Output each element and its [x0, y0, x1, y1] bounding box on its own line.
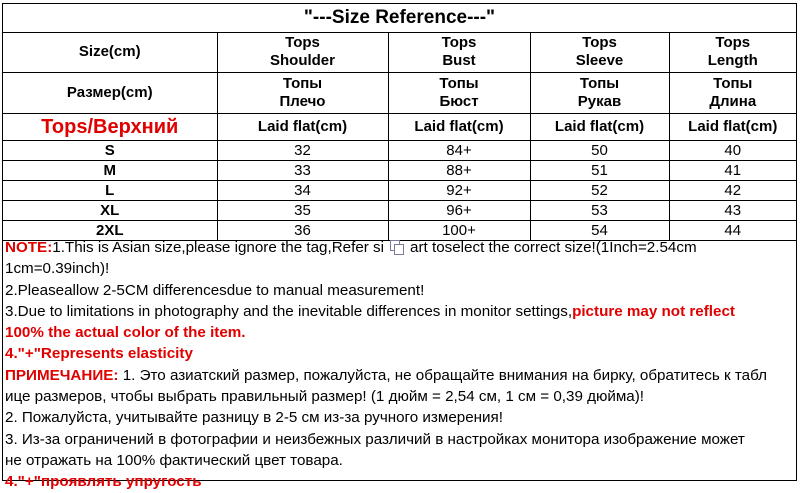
shoulder-value: 35 — [217, 201, 388, 221]
size-reference-sheet — [2, 3, 797, 491]
bust-value: 84+ — [388, 141, 530, 161]
table-row — [3, 161, 796, 181]
ru-note-4: 4."+"проявлять упругость — [5, 473, 202, 491]
ru-note-3-cont: не отражать на 100% фактический цвет товара. — [5, 451, 343, 469]
shoulder-value: 36 — [217, 221, 388, 241]
tops-label: Tops/Верхний — [3, 114, 217, 141]
note-1: NOTE:1.This is Asian size,please ignore the tag,Refer si art toselect the correct size!(1Inch=2.54cm — [5, 239, 697, 256]
table-row — [3, 141, 796, 161]
length-value: 40 — [669, 141, 796, 161]
bust-value: 100+ — [388, 221, 530, 241]
bust-value: 96+ — [388, 201, 530, 221]
header-ru-shoulder: Топы Плечо — [217, 73, 388, 114]
header-ru-sleeve: Топы Рукав — [530, 73, 669, 114]
table-row — [3, 181, 796, 201]
notes-section — [3, 237, 796, 493]
size-label: 2XL — [3, 221, 217, 241]
header-bust: Tops Bust — [388, 32, 530, 73]
copy-icon[interactable] — [390, 240, 404, 254]
shoulder-value: 34 — [217, 181, 388, 201]
ru-note-3: 3. Из-за ограничений в фотографии и неизбежных различий в настройках монитора изображение может — [5, 430, 745, 448]
laid-flat-row — [3, 114, 796, 141]
laid-flat-cell: Laid flat(cm) — [669, 114, 796, 141]
laid-flat-cell: Laid flat(cm) — [217, 114, 388, 141]
header-length: Tops Length — [669, 32, 796, 73]
laid-flat-cell: Laid flat(cm) — [388, 114, 530, 141]
header-label-en: Size(cm) — [3, 32, 217, 73]
length-value: 44 — [669, 221, 796, 241]
size-label: M — [3, 161, 217, 181]
sleeve-value: 52 — [530, 181, 669, 201]
bust-value: 88+ — [388, 161, 530, 181]
header-row-ru — [3, 73, 796, 114]
length-value: 42 — [669, 181, 796, 201]
shoulder-value: 32 — [217, 141, 388, 161]
note-3-cont: 100% the actual color of the item. — [5, 324, 246, 342]
size-label: L — [3, 181, 217, 201]
ru-note-2: 2. Пожалуйста, учитывайте разницу в 2-5 см из-за ручного измерения! — [5, 409, 503, 427]
size-label: S — [3, 141, 217, 161]
note-3: 3.Due to limitations in photography and the inevitable differences in monitor settings,picture may not reflect — [5, 302, 735, 320]
bust-value: 92+ — [388, 181, 530, 201]
size-table — [3, 32, 796, 241]
sleeve-value: 51 — [530, 161, 669, 181]
header-row-en — [3, 32, 796, 73]
sleeve-value: 53 — [530, 201, 669, 221]
ru-note-1: ПРИМЕЧАНИЕ: 1. Это азиатский размер, пожалуйста, не обращайте внимания на бирку, обратитесь к табл — [5, 366, 767, 384]
ru-note-1-cont: ице размеров, чтобы выбрать правильный размер! (1 дюйм = 2,54 см, 1 см = 0,39 дюйма)! — [5, 388, 645, 406]
sleeve-value: 50 — [530, 141, 669, 161]
note-2: 2.Pleaseallow 2-5CM differencesdue to manual measurement! — [5, 281, 425, 299]
note-1-cont: 1cm=0.39inch)! — [5, 260, 110, 278]
size-label: XL — [3, 201, 217, 221]
sheet-title: "---Size Reference---" — [3, 4, 796, 33]
header-sleeve: Tops Sleeve — [530, 32, 669, 73]
laid-flat-cell: Laid flat(cm) — [530, 114, 669, 141]
length-value: 41 — [669, 161, 796, 181]
shoulder-value: 33 — [217, 161, 388, 181]
note-4: 4."+"Represents elasticity — [5, 345, 193, 363]
table-row — [3, 201, 796, 221]
sleeve-value: 54 — [530, 221, 669, 241]
header-ru-bust: Топы Бюст — [388, 73, 530, 114]
header-label-ru: Размер(cm) — [3, 73, 217, 114]
length-value: 43 — [669, 201, 796, 221]
ru-note-label: ПРИМЕЧАНИЕ: — [5, 366, 119, 384]
note-label: NOTE: — [5, 239, 53, 256]
note-3-highlight: picture may not reflect — [572, 302, 735, 320]
header-ru-length: Топы Длина — [669, 73, 796, 114]
header-shoulder: Tops Shoulder — [217, 32, 388, 73]
